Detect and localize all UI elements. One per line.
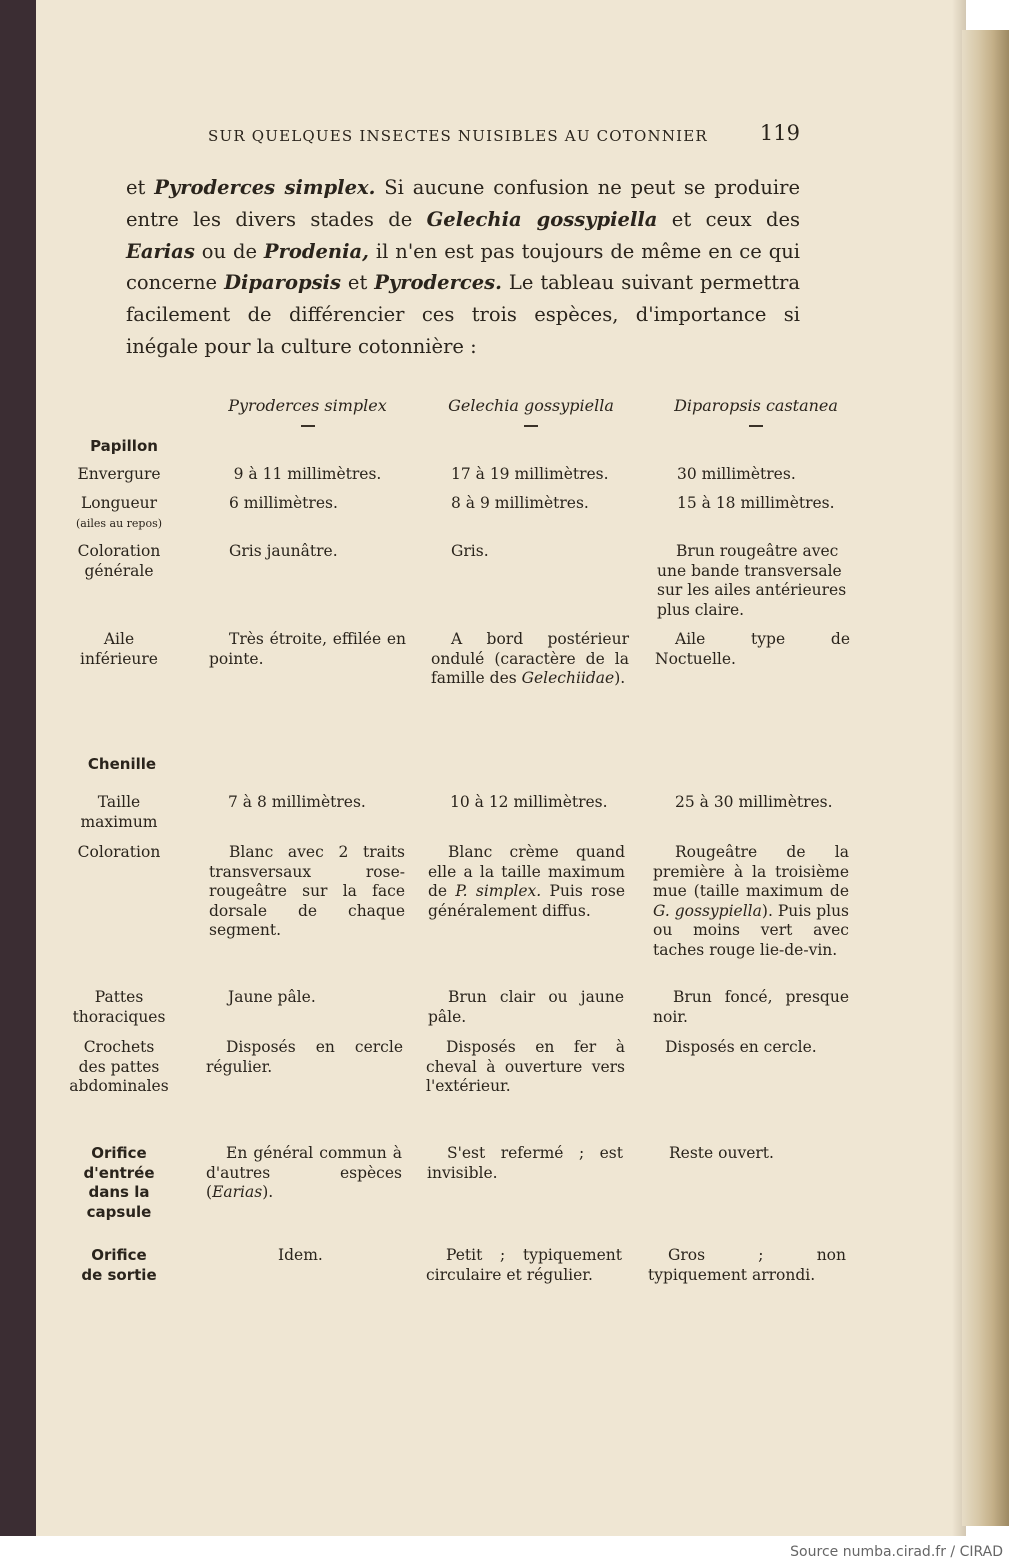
intro-text: et <box>340 271 375 295</box>
row-label-longueur-text: Longueur <box>80 494 158 512</box>
cell-aile-inferieure-diparopsis: Aile type de Noctuelle. <box>655 630 850 668</box>
column-header-diparopsis: Diparopsis castanea <box>674 396 838 415</box>
cell-coloration-pyroderces: Blanc avec 2 traits transversaux rose-rougeâtre sur la face dorsale de chaque segment. <box>209 843 405 940</box>
cell-coloration-diparopsis <box>653 843 849 961</box>
cell-orifice-entree-gelechia: S'est refermé ; est invisible. <box>427 1144 623 1182</box>
intro-text: ou de <box>194 239 264 263</box>
cell-crochets-pyroderces: Disposés en cercle régulier. <box>206 1038 403 1076</box>
section-papillon: Papillon <box>90 437 158 455</box>
row-label-line: Crochets <box>83 1038 155 1056</box>
cell-text: ). Puis plus ou moins vert avec taches rouge lie-de-vin. <box>653 901 850 959</box>
cell-orifice-sortie-gelechia: Petit ; typiquement circulaire et régulier. <box>426 1246 622 1284</box>
row-label-envergure: Envergure <box>77 465 161 483</box>
cell-coloration-generale-diparopsis <box>657 542 857 620</box>
column-header-gelechia: Gelechia gossypiella <box>448 396 614 415</box>
page-number: 119 <box>759 121 800 145</box>
intro-species: Gelechia gossypiella <box>426 207 658 231</box>
source-credit: Source numba.cirad.fr / CIRAD <box>790 1544 1003 1560</box>
cell-orifice-sortie-diparopsis: Gros ; non typiquement arrondi. <box>648 1246 846 1284</box>
cell-longueur-pyroderces: 6 millimètres. <box>229 494 338 512</box>
cell-taille-gelechia: 10 à 12 millimètres. <box>450 793 608 811</box>
intro-text: et <box>126 176 155 199</box>
row-label-orifice-entree <box>60 1144 178 1222</box>
row-label-longueur <box>60 494 178 533</box>
running-title: SUR QUELQUES INSECTES NUISIBLES AU COTONNIER <box>208 127 708 145</box>
cell-taxon: P. simplex. <box>455 882 542 901</box>
row-label-line: inférieure <box>80 649 158 668</box>
row-label-taille-maximum <box>60 793 178 832</box>
cell-text: ). <box>262 1183 274 1202</box>
row-label-line: Taille <box>97 793 141 811</box>
row-label-line: thoraciques <box>72 1007 166 1026</box>
cell-text: Blanc crème quand elle a la taille maximum de <box>428 843 625 901</box>
cell-envergure-gelechia: 17 à 19 millimètres. <box>451 465 609 483</box>
cell-orifice-sortie-pyroderces: Idem. <box>278 1246 323 1264</box>
intro-text: il n'en est pas toujours de même en ce qui concerne <box>126 239 800 295</box>
cell-coloration-generale-gelechia: Gris. <box>451 542 489 560</box>
row-label-longueur-note: (ailes au repos) <box>75 516 163 530</box>
row-label-coloration: Coloration <box>77 843 161 861</box>
row-label-line: dans la <box>88 1183 150 1202</box>
cell-taille-pyroderces: 7 à 8 millimètres. <box>228 793 366 811</box>
row-label-line: Coloration <box>77 542 161 560</box>
intro-species: Prodenia, <box>263 239 369 263</box>
intro-species: Diparopsis <box>224 271 341 295</box>
row-label-line: de sortie <box>81 1265 157 1284</box>
cell-taxon: Gelechiidae <box>521 669 615 688</box>
cell-line: sur les ailes antérieures <box>657 581 847 600</box>
cell-longueur-gelechia: 8 à 9 millimètres. <box>451 494 589 512</box>
row-label-line: Orifice <box>91 1246 147 1264</box>
row-label-pattes-thoraciques <box>60 988 178 1027</box>
section-chenille: Chenille <box>87 755 157 773</box>
cell-taille-diparopsis: 25 à 30 millimètres. <box>675 793 833 811</box>
cell-aile-inferieure-pyroderces: Très étroite, effilée en pointe. <box>209 630 406 668</box>
intro-text: et ceux des <box>657 207 800 231</box>
intro-text: Le tableau suivant permettra facilement de différencier ces trois espèces, d'importance si inégale pour la culture cotonnière : <box>126 271 800 358</box>
column-dash <box>524 425 538 427</box>
cell-pattes-diparopsis: Brun foncé, presque noir. <box>653 988 849 1026</box>
cell-line: Brun rougeâtre avec <box>676 542 839 560</box>
row-label-line: générale <box>84 561 154 580</box>
intro-species: Pyroderces simplex. <box>154 176 376 199</box>
cell-pattes-gelechia: Brun clair ou jaune pâle. <box>428 988 624 1026</box>
cell-coloration-gelechia <box>428 843 625 921</box>
cell-longueur-diparopsis: 15 à 18 millimètres. <box>677 494 835 512</box>
column-dash <box>301 425 315 427</box>
cell-envergure-diparopsis: 30 millimètres. <box>677 465 796 483</box>
cell-coloration-generale-pyroderces: Gris jaunâtre. <box>229 542 338 560</box>
row-label-coloration-generale <box>60 542 178 581</box>
row-label-crochets <box>60 1038 178 1097</box>
row-label-line: maximum <box>80 812 158 831</box>
cell-line: une bande transversale <box>657 561 842 580</box>
row-label-line: Orifice <box>91 1144 147 1162</box>
row-label-line: capsule <box>86 1202 152 1221</box>
row-label-aile-inferieure <box>60 630 178 669</box>
row-label-line: Aile <box>103 630 135 648</box>
cell-taxon: G. gossypiella <box>653 901 762 920</box>
row-label-line: Pattes <box>94 988 144 1006</box>
column-header-pyroderces: Pyroderces simplex <box>228 396 387 415</box>
row-label-orifice-sortie <box>60 1246 178 1285</box>
cell-text: Rougeâtre de la première à la troisième mue (taille maximum de <box>653 843 849 901</box>
row-label-line: des pattes <box>78 1057 160 1076</box>
cell-orifice-entree-diparopsis: Reste ouvert. <box>669 1144 774 1162</box>
cell-crochets-diparopsis: Disposés en cercle. <box>665 1038 817 1056</box>
cell-text: Puis rose généralement diffus. <box>428 882 625 920</box>
cell-line: plus claire. <box>657 600 745 619</box>
row-label-line: d'entrée <box>83 1163 155 1182</box>
cell-envergure-pyroderces: 9 à 11 millimètres. <box>233 465 382 483</box>
cell-text: En général commun à d'autres espèces ( <box>206 1144 402 1202</box>
cell-orifice-entree-pyroderces <box>206 1144 402 1203</box>
column-dash <box>749 425 763 427</box>
intro-species: Earias <box>126 239 195 263</box>
intro-species: Pyroderces. <box>374 271 502 295</box>
intro-text: Si aucune confusion ne peut se produire entre les divers stades de <box>126 176 800 231</box>
cell-crochets-gelechia: Disposés en fer à cheval à ouverture vers l'extérieur. <box>426 1038 625 1096</box>
cell-text: ). <box>614 669 626 688</box>
cell-aile-inferieure-gelechia <box>431 630 629 689</box>
cell-taxon: Earias <box>212 1183 263 1202</box>
cell-text: A bord postérieur ondulé (caractère de la famille des <box>431 630 629 688</box>
cell-pattes-pyroderces: Jaune pâle. <box>228 988 316 1006</box>
row-label-line: abdominales <box>69 1077 169 1096</box>
